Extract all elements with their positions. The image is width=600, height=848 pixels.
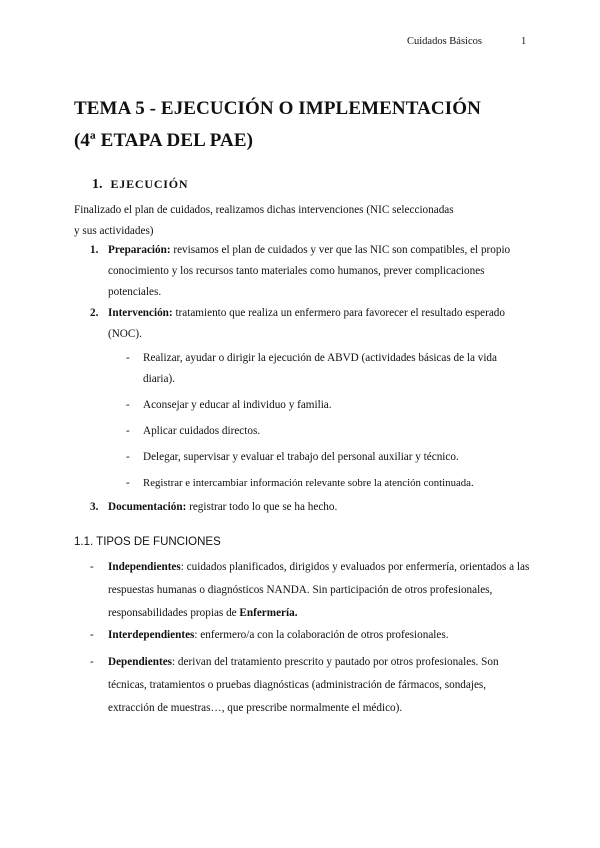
item-strong: Enfermería. xyxy=(239,607,298,619)
item-text: revisamos el plan de cuidados y ver que las NIC son compatibles, el propio conocimiento y los recursos tanto materiales como humanos, prever complicaciones potenciales. xyxy=(108,244,511,298)
numbered-item-preparacion xyxy=(90,240,530,303)
list-item: - Realizar, ayudar o dirigir la ejecución de ABVD (actividades básicas de la vida diaria). xyxy=(126,352,497,385)
running-header-title: Cuidados Básicos xyxy=(407,36,482,47)
item-number: 1. xyxy=(90,244,99,256)
list-item: - Registrar e intercambiar información relevante sobre la atención continuada. xyxy=(126,477,474,489)
numbered-item-documentacion xyxy=(90,497,530,518)
item-term: Independientes xyxy=(108,561,181,573)
section-number: 1. xyxy=(92,177,103,192)
item-term: Intervención: xyxy=(108,307,173,319)
page-title-line1: TEMA 5 - EJECUCIÓN O IMPLEMENTACIÓN xyxy=(74,98,481,119)
list-item-dependientes: - Dependientes: derivan del tratamiento prescrito y pautado por otros profesionales. Son técnicas, tratamientos o pruebas diagnósticas (administración de fármacos, sondajes, extracción de muestras…, que prescribe normalmente el médico). xyxy=(90,656,499,714)
subsection-heading: 1.1. TIPOS DE FUNCIONES xyxy=(74,536,221,548)
list-item: - Aconsejar y educar al individuo y familia. xyxy=(126,399,332,411)
item-text: : derivan del tratamiento prescrito y pautado por otros profesionales. Son técnicas, tratamientos o pruebas diagnósticas (administración de fármacos, sondajes, extracción de muestras…, que prescribe normalmente el médico). xyxy=(108,656,499,714)
section-heading xyxy=(92,177,188,193)
section-heading-text: EJECUCIÓN xyxy=(110,177,189,191)
list-item: - Delegar, supervisar y evaluar el trabajo del personal auxiliar y técnico. xyxy=(126,451,459,463)
item-term: Dependientes xyxy=(108,656,173,668)
page-title-line2: (4ª ETAPA DEL PAE) xyxy=(74,130,254,151)
page-number: 1 xyxy=(521,36,527,47)
item-term: Preparación: xyxy=(108,244,171,256)
item-number: 3. xyxy=(90,501,99,513)
intro-line: Finalizado el plan de cuidados, realizamos dichas intervenciones (NIC seleccionadas xyxy=(74,204,454,216)
item-term: Interdependientes xyxy=(108,629,195,641)
list-item-independientes: - Independientes: cuidados planificados, dirigidos y evaluados por enfermería, orientados a las respuestas humanas o diagnósticos NANDA. Sin participación de otros profesionales, responsabilidades propias de Enfermería. xyxy=(90,561,530,619)
intro-line: y sus actividades) xyxy=(74,225,154,237)
item-text: tratamiento que realiza un enfermero para favorecer el resultado esperado (NOC). xyxy=(108,307,505,340)
item-text: registrar todo lo que se ha hecho. xyxy=(186,501,338,513)
item-text: : cuidados planificados, dirigidos y evaluados por enfermería, orientados a las respuestas humanas o diagnósticos NANDA. Sin participación de otros profesionales, responsabilidades propias de xyxy=(108,561,530,619)
intro-paragraph xyxy=(74,200,504,242)
item-term: Documentación: xyxy=(108,501,187,513)
page-title xyxy=(74,93,544,157)
list-item: - Aplicar cuidados directos. xyxy=(126,425,261,437)
item-number: 2. xyxy=(90,307,99,319)
numbered-item-intervencion xyxy=(90,303,530,345)
list-item-interdependientes: - Interdependientes: enfermero/a con la colaboración de otros profesionales. xyxy=(90,629,449,641)
item-text: : enfermero/a con la colaboración de otros profesionales. xyxy=(194,629,449,641)
